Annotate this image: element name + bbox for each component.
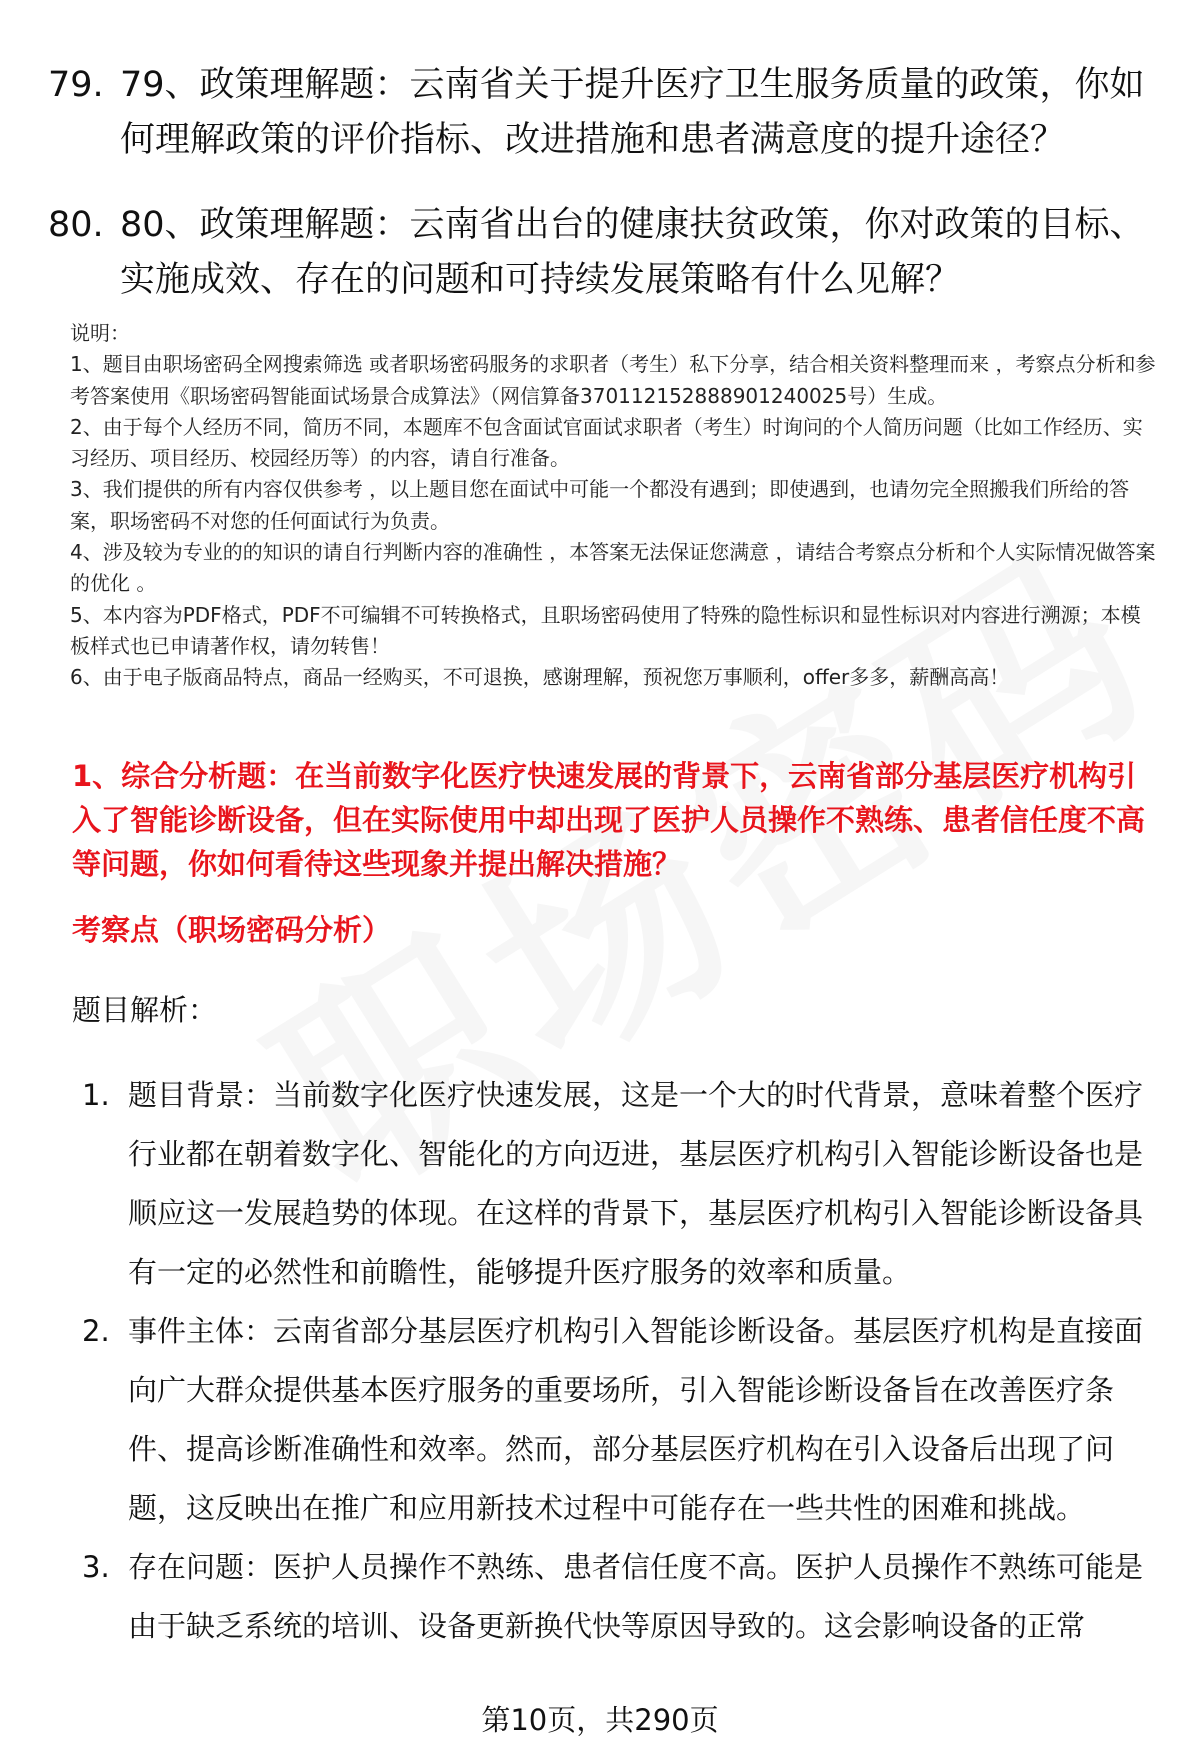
analysis-text: 存在问题：医护人员操作不熟练、患者信任度不高。医护人员操作不熟练可能是由于缺乏系统的培训、设备更新换代快等原因导致的。这会影响设备的正常: [128, 1550, 1144, 1643]
list-item: [82, 1302, 1162, 1538]
note-item: 1、题目由职场密码全网搜索筛选 或者职场密码服务的求职者（考生）私下分享，结合相关资料整理而来 ，考察点分析和参考答案使用《职场密码智能面试场景合成算法》（网信算备370112152888901240025号）生成。: [70, 352, 1156, 408]
notes-section: [70, 318, 1160, 694]
exam-point-heading: 考察点（职场密码分析）: [72, 913, 392, 947]
analysis-number: 2.: [82, 1314, 110, 1348]
question-list: [48, 58, 1158, 338]
analysis-heading: 题目解析：: [72, 993, 218, 1027]
question-text: 79、政策理解题：云南省关于提升医疗卫生服务质量的政策，你如何理解政策的评价指标、改进措施和患者满意度的提升途径？: [120, 65, 1145, 160]
note-item: 2、由于每个人经历不同，简历不同，本题库不包含面试官面试求职者（考生）时询问的个人简历问题（比如工作经历、实习经历、项目经历、校园经历等）的内容，请自行准备。: [70, 414, 1143, 471]
notes-title: 说明：: [70, 321, 130, 345]
note-item: 6、由于电子版商品特点，商品一经购买，不可退换，感谢理解，预祝您万事顺利，offer多多，薪酬高高！: [70, 665, 1010, 690]
list-item: [48, 58, 1158, 168]
analysis-list: [82, 1066, 1162, 1656]
analysis-number: 1.: [82, 1078, 110, 1112]
list-item: [82, 1066, 1162, 1302]
page-footer: 第10页，共290页: [481, 1703, 719, 1737]
note-item: 3、我们提供的所有内容仅供参考 ，以上题目您在面试中可能一个都没有遇到；即使遇到，也请勿完全照搬我们所给的答案，职场密码不对您的任何面试行为负责。: [70, 477, 1130, 533]
list-item: [82, 1538, 1162, 1656]
question-number: 79.: [48, 65, 104, 105]
analysis-text: 事件主体：云南省部分基层医疗机构引入智能诊断设备。基层医疗机构是直接面向广大群众提供基本医疗服务的重要场所，引入智能诊断设备旨在改善医疗条件、提高诊断准确性和效率。然而，部分基层医疗机构在引入设备后出现了问题，这反映出在推广和应用新技术过程中可能存在一些共性的困难和挑战。: [128, 1314, 1144, 1525]
analysis-number: 3.: [82, 1550, 110, 1584]
note-item: 4、涉及较为专业的的知识的请自行判断内容的准确性 ，本答案无法保证您满意 ，请结合考察点分析和个人实际情况做答案的优化 。: [70, 540, 1156, 596]
note-item: 5、本内容为PDF格式，PDF不可编辑不可转换格式，且职场密码使用了特殊的隐性标识和显性标识对内容进行溯源；本模板样式也已申请著作权，请勿转售！: [70, 602, 1141, 658]
question-text: 80、政策理解题：云南省出台的健康扶贫政策，你对政策的目标、实施成效、存在的问题和可持续发展策略有什么见解？: [120, 205, 1145, 300]
list-item: [48, 198, 1158, 308]
main-question: 1、综合分析题：在当前数字化医疗快速发展的背景下，云南省部分基层医疗机构引入了智能诊断设备，但在实际使用中却出现了医护人员操作不熟练、患者信任度不高等问题，你如何看待这些现象并提出解决措施？: [72, 759, 1146, 881]
question-number: 80.: [48, 205, 104, 245]
analysis-text: 题目背景：当前数字化医疗快速发展，这是一个大的时代背景，意味着整个医疗行业都在朝着数字化、智能化的方向迈进，基层医疗机构引入智能诊断设备也是顺应这一发展趋势的体现。在这样的背景下，基层医疗机构引入智能诊断设备具有一定的必然性和前瞻性，能够提升医疗服务的效率和质量。: [128, 1078, 1144, 1289]
